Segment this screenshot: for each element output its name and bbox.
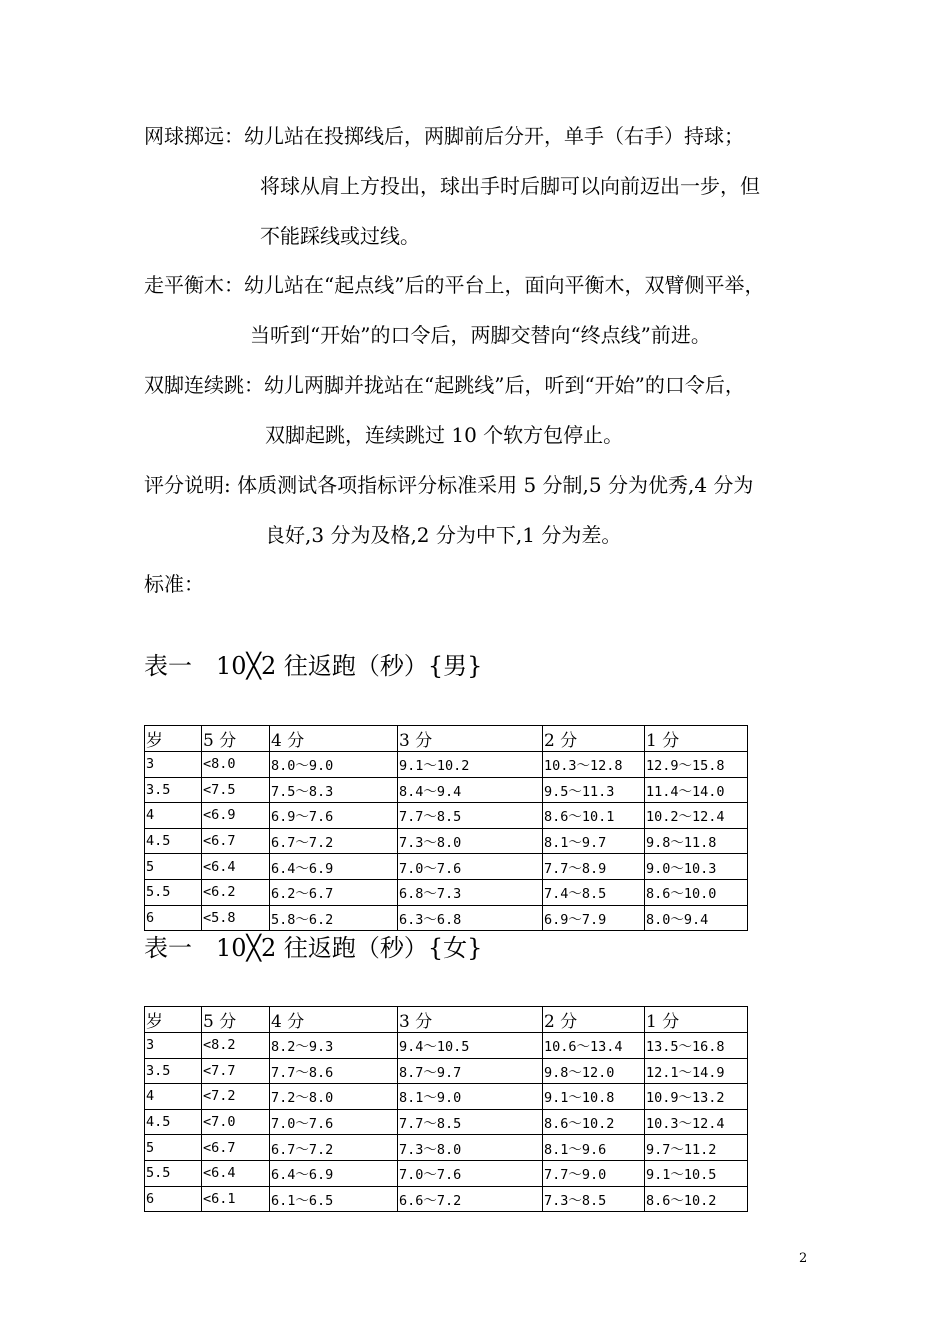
table-female-cell: 4.5: [145, 1109, 202, 1135]
paragraph-balance-beam-line1: 走平衡木：幼儿站在“起点线”后的平台上，面向平衡木，双臂侧平举，: [144, 273, 765, 297]
table-female-cell: 9.4～10.5: [398, 1033, 543, 1059]
table-female-header-cell: 岁: [145, 1007, 202, 1033]
table-female-row: [145, 1186, 748, 1212]
table-female-cell: 7.7～8.6: [270, 1058, 398, 1084]
table-female-cell: 7.0～7.6: [270, 1109, 398, 1135]
table-female-cell: 6.1～6.5: [270, 1186, 398, 1212]
table-male-cell: 4: [145, 803, 202, 829]
paragraph-tennis-throw-line2: 将球从肩上方投出，球出手时后脚可以向前迈出一步，但: [260, 174, 760, 198]
table-male-header-cell: 3 分: [398, 726, 543, 752]
table-female-cell: 13.5～16.8: [645, 1033, 748, 1059]
table-female-cell: 7.3～8.0: [398, 1135, 543, 1161]
table-female-header-cell: 2 分: [543, 1007, 645, 1033]
table-female-cell: <7.2: [202, 1084, 270, 1110]
table-male-cell: 3.5: [145, 777, 202, 803]
table-female-cell: <6.7: [202, 1135, 270, 1161]
table-female-row: [145, 1160, 748, 1186]
table-female-cell: 9.7～11.2: [645, 1135, 748, 1161]
table-female-row: [145, 1058, 748, 1084]
table-male-cell: <5.8: [202, 905, 270, 931]
table-female-cell: 12.1～14.9: [645, 1058, 748, 1084]
table-male-cell: 3: [145, 752, 202, 778]
table-male-header-cell: 1 分: [645, 726, 748, 752]
table-female-cell: 8.6～10.2: [543, 1109, 645, 1135]
table-male-cell: <7.5: [202, 777, 270, 803]
table-male-cell: <6.7: [202, 828, 270, 854]
table-male-cell: 9.1～10.2: [398, 752, 543, 778]
table-male-header-cell: 岁: [145, 726, 202, 752]
table-male-cell: 7.0～7.6: [398, 854, 543, 880]
table-male-cell: 10.2～12.4: [645, 803, 748, 829]
paragraph-scoring-line2: 良好,3 分为及格,2 分为中下,1 分为差。: [265, 523, 622, 547]
table-female-header-cell: 4 分: [270, 1007, 398, 1033]
table-male-row: [145, 803, 748, 829]
paragraph-double-jump-line2: 双脚起跳，连续跳过 10 个软方包停止。: [265, 423, 624, 447]
table-female-cell: 4: [145, 1084, 202, 1110]
table-male-cell: 7.3～8.0: [398, 828, 543, 854]
table-male-cell: 7.5～8.3: [270, 777, 398, 803]
table-female-cell: 8.1～9.6: [543, 1135, 645, 1161]
table-female-header-cell: 3 分: [398, 1007, 543, 1033]
table-male-cell: 6: [145, 905, 202, 931]
table-male-header-row: [145, 726, 748, 752]
table-female: [144, 1006, 748, 1212]
table-female-cell: 8.2～9.3: [270, 1033, 398, 1059]
table-male-cell: 8.6～10.0: [645, 879, 748, 905]
table-female-cell: <8.2: [202, 1033, 270, 1059]
table-male-cell: 8.4～9.4: [398, 777, 543, 803]
table-female-cell: 9.1～10.5: [645, 1160, 748, 1186]
table-female-header-cell: 1 分: [645, 1007, 748, 1033]
table-male-cell: 9.8～11.8: [645, 828, 748, 854]
table-male-cell: 6.9～7.9: [543, 905, 645, 931]
table-female-cell: 3.5: [145, 1058, 202, 1084]
table-female-header-row: [145, 1007, 748, 1033]
table-female-header-cell: 5 分: [202, 1007, 270, 1033]
table-male-cell: 5.8～6.2: [270, 905, 398, 931]
table-female-cell: 10.6～13.4: [543, 1033, 645, 1059]
table-female-cell: 8.1～9.0: [398, 1084, 543, 1110]
table-female-cell: 7.7～9.0: [543, 1160, 645, 1186]
table-female-cell: 6.7～7.2: [270, 1135, 398, 1161]
table-female-cell: 7.0～7.6: [398, 1160, 543, 1186]
paragraph-scoring-line1: 评分说明: 体质测试各项指标评分标准采用 5 分制,5 分为优秀,4 分为: [144, 473, 754, 497]
table-male: [144, 725, 748, 931]
table-male-row: [145, 828, 748, 854]
table-female-cell: 7.3～8.5: [543, 1186, 645, 1212]
paragraph-tennis-throw-line3: 不能踩线或过线。: [260, 224, 420, 248]
table-female-cell: 10.9～13.2: [645, 1084, 748, 1110]
table-female-cell: 10.3～12.4: [645, 1109, 748, 1135]
table-male-header-cell: 5 分: [202, 726, 270, 752]
table-male-cell: 5.5: [145, 879, 202, 905]
table-male-cell: 7.7～8.5: [398, 803, 543, 829]
table-male-row: [145, 854, 748, 880]
paragraph-standard-label: 标准：: [144, 572, 204, 596]
paragraph-double-jump-line1: 双脚连续跳：幼儿两脚并拢站在“起跳线”后，听到“开始”的口令后，: [144, 373, 745, 397]
table-female-cell: 3: [145, 1033, 202, 1059]
table-female-cell: <6.4: [202, 1160, 270, 1186]
table-male-cell: 6.2～6.7: [270, 879, 398, 905]
table-male-cell: 7.4～8.5: [543, 879, 645, 905]
table-female-row: [145, 1084, 748, 1110]
table-male-cell: 8.1～9.7: [543, 828, 645, 854]
table-male-title: 表一 10╳2 往返跑（秒）{男}: [144, 652, 483, 680]
table-male-row: [145, 777, 748, 803]
table-male-cell: 9.5～11.3: [543, 777, 645, 803]
table-female-row: [145, 1135, 748, 1161]
paragraph-balance-beam-line2: 当听到“开始”的口令后，两脚交替向“终点线”前进。: [250, 323, 711, 347]
table-female-cell: 5: [145, 1135, 202, 1161]
table-female-cell: 9.8～12.0: [543, 1058, 645, 1084]
table-male-cell: 8.0～9.0: [270, 752, 398, 778]
table-female-cell: 7.7～8.5: [398, 1109, 543, 1135]
table-male-cell: 12.9～15.8: [645, 752, 748, 778]
paragraph-tennis-throw-line1: 网球掷远：幼儿站在投掷线后，两脚前后分开，单手（右手）持球；: [144, 124, 744, 148]
table-male-cell: 10.3～12.8: [543, 752, 645, 778]
table-male-cell: 6.4～6.9: [270, 854, 398, 880]
table-female-cell: 9.1～10.8: [543, 1084, 645, 1110]
table-male-header-cell: 4 分: [270, 726, 398, 752]
table-male-cell: 8.6～10.1: [543, 803, 645, 829]
table-male-cell: 7.7～8.9: [543, 854, 645, 880]
table-male-cell: 8.0～9.4: [645, 905, 748, 931]
table-male-row: [145, 879, 748, 905]
table-male-row: [145, 905, 748, 931]
table-female-cell: <7.7: [202, 1058, 270, 1084]
table-female-row: [145, 1109, 748, 1135]
table-female-cell: 6.4～6.9: [270, 1160, 398, 1186]
table-male-cell: 6.3～6.8: [398, 905, 543, 931]
table-male-row: [145, 752, 748, 778]
table-male-cell: <8.0: [202, 752, 270, 778]
table-female-cell: <7.0: [202, 1109, 270, 1135]
table-male-cell: 6.7～7.2: [270, 828, 398, 854]
table-female-cell: 6: [145, 1186, 202, 1212]
table-male-cell: <6.9: [202, 803, 270, 829]
table-female-cell: 8.7～9.7: [398, 1058, 543, 1084]
table-male-cell: 9.0～10.3: [645, 854, 748, 880]
table-male-cell: 4.5: [145, 828, 202, 854]
table-female-cell: <6.1: [202, 1186, 270, 1212]
table-male-cell: 6.8～7.3: [398, 879, 543, 905]
table-female-title: 表一 10╳2 往返跑（秒）{女}: [144, 934, 483, 962]
table-female-cell: 7.2～8.0: [270, 1084, 398, 1110]
table-male-cell: 6.9～7.6: [270, 803, 398, 829]
page-number: 2: [799, 1251, 808, 1266]
table-male-cell: 11.4～14.0: [645, 777, 748, 803]
table-male-cell: <6.2: [202, 879, 270, 905]
table-male-cell: 5: [145, 854, 202, 880]
table-female-cell: 8.6～10.2: [645, 1186, 748, 1212]
table-female-row: [145, 1033, 748, 1059]
table-male-header-cell: 2 分: [543, 726, 645, 752]
table-male-cell: <6.4: [202, 854, 270, 880]
table-female-cell: 6.6～7.2: [398, 1186, 543, 1212]
table-female-cell: 5.5: [145, 1160, 202, 1186]
